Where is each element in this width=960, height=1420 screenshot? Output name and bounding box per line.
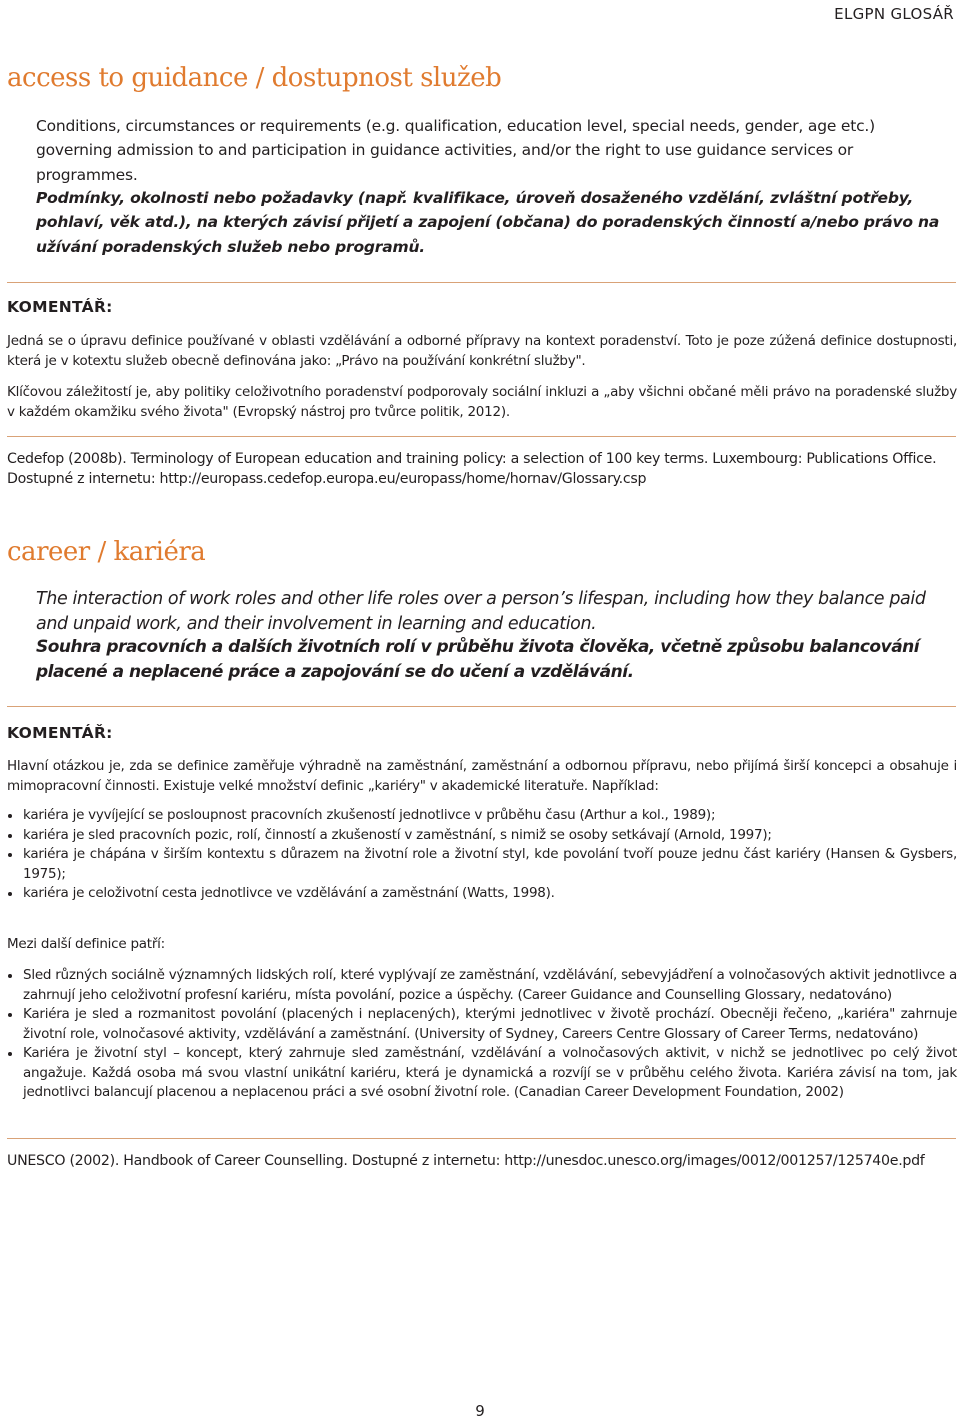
- term-title-access-to-guidance: access to guidance / dostupnost služeb: [7, 63, 502, 93]
- comment-paragraph: Klíčovou záležitostí je, aby politiky celoživotního poradenství podporovaly sociální inkluzi a „aby všichni občané měli právo na poradenské služby v každém okamžiku svého života" (Evropský nástroj pro tvůrce politik, 2012).: [7, 384, 957, 420]
- list-item: kariéra je celoživotní cesta jednotlivce ve vzdělávání a zaměstnání (Watts, 1998).: [7, 884, 957, 904]
- definition-cs: Podmínky, okolnosti nebo požadavky (např. kvalifikace, úroveň dosaženého vzdělání, zvláštní potřeby, pohlaví, věk atd.), na kterých závisí přijetí a zapojení (občana) do poradenských činností a/nebo právo na užívání poradenských služeb nebo programů.: [36, 189, 940, 256]
- term-title-career: career / kariéra: [7, 537, 206, 567]
- list-item: Kariéra je životní styl – koncept, který zahrnuje sled zaměstnání, vzdělávání a volnočasových aktivit, v nichž se jednotlivec po celý život angažuje. Každá osoba má svou vlastní unikátní kariéru, která je dynamická a rozvíjí se v průběhu celého života. Kariéra závisí na tom, jak jednotlivci balancují placenou a neplacenou práci a své osobní životní role. (Canadian Career Development Foundation, 2002): [7, 1044, 957, 1103]
- comment-intro: Hlavní otázkou je, zda se definice zaměřuje výhradně na zaměstnání, zaměstnání a odbornou přípravu, nebo přijímá širší koncepci a obsahuje i mimopracovní činnosti. Existuje velké množství definic „kariéry" v akademické literatuře. Například:: [7, 758, 957, 794]
- reference: UNESCO (2002). Handbook of Career Counselling. Dostupné z internetu: http://unesdoc.unesco.org/images/0012/001257/125740e.pdf: [7, 1153, 925, 1169]
- page-number: 9: [475, 1402, 485, 1420]
- definition-en: Conditions, circumstances or requirements (e.g. qualification, education level, special needs, gender, age etc.) governing admission to and participation in guidance activities, and/or the right to use guidance services or programmes.: [36, 117, 876, 184]
- list-item: kariéra je vyvíjející se posloupnost pracovních zkušeností jednotlivce v průběhu času (Arthur a kol., 1989);: [7, 806, 957, 826]
- definition-cs: Souhra pracovních a dalších životních rolí v průběhu života člověka, včetně způsobu balancování placené a neplacené práce a zapojování se do učení a vzdělávání.: [36, 637, 920, 682]
- reference: Cedefop (2008b). Terminology of European education and training policy: a selection of 100 key terms. Luxembourg: Publications Office. Dostupné z internetu: http://europass.cedefop.europa.eu/europass/home/hornav/Glossary.csp: [7, 451, 937, 487]
- comment-label: KOMENTÁŘ:: [7, 724, 113, 742]
- list-item: kariéra je sled pracovních pozic, rolí, činností a zkušeností v zaměstnání, s nimiž se osoby setkávají (Arnold, 1997);: [7, 826, 957, 846]
- bullet-list-other-definitions: [7, 966, 957, 1103]
- list-item: Sled různých sociálně významných lidských rolí, které vyplývají ze zaměstnání, vzdělávání, sebevyjádření a volnočasových aktivit jednotlivce a zahrnují jeho celoživotní profesní kariéru, místa povolání, pozice a úspěchy. (Career Guidance and Counselling Glossary, nedatováno): [7, 966, 957, 1005]
- comment-label: KOMENTÁŘ:: [7, 298, 113, 316]
- divider: [7, 1138, 956, 1139]
- bullet-list-academic-definitions: [7, 806, 957, 904]
- other-definitions-label: Mezi další definice patří:: [7, 936, 165, 952]
- divider: [7, 436, 956, 437]
- divider: [7, 282, 956, 283]
- running-head: ELGPN GLOSÁŘ: [834, 5, 954, 23]
- definition-en: The interaction of work roles and other life roles over a person’s lifespan, including how they balance paid and unpaid work, and their involvement in learning and education.: [36, 589, 926, 634]
- comment-paragraph: Jedná se o úpravu definice používané v oblasti vzdělávání a odborné přípravy na kontext poradenství. Toto je poze zúžená definice dostupnosti, která je v kotextu služeb obecně definována jako: „Právo na používání konkrétní služby".: [7, 333, 957, 369]
- list-item: Kariéra je sled a rozmanitost povolání (placených i neplacených), kterými jednotlivec v životě prochází. Obecněji řečeno, „kariéra" zahrnuje životní role, volnočasové aktivity, vzdělávání a zaměstnání. (University of Sydney, Careers Centre Glossary of Career Terms, nedatováno): [7, 1005, 957, 1044]
- divider: [7, 706, 956, 707]
- list-item: kariéra je chápána v širším kontextu s důrazem na životní role a životní styl, kde povolání tvoří pouze jednu část kariéry (Hansen & Gysbers, 1975);: [7, 845, 957, 884]
